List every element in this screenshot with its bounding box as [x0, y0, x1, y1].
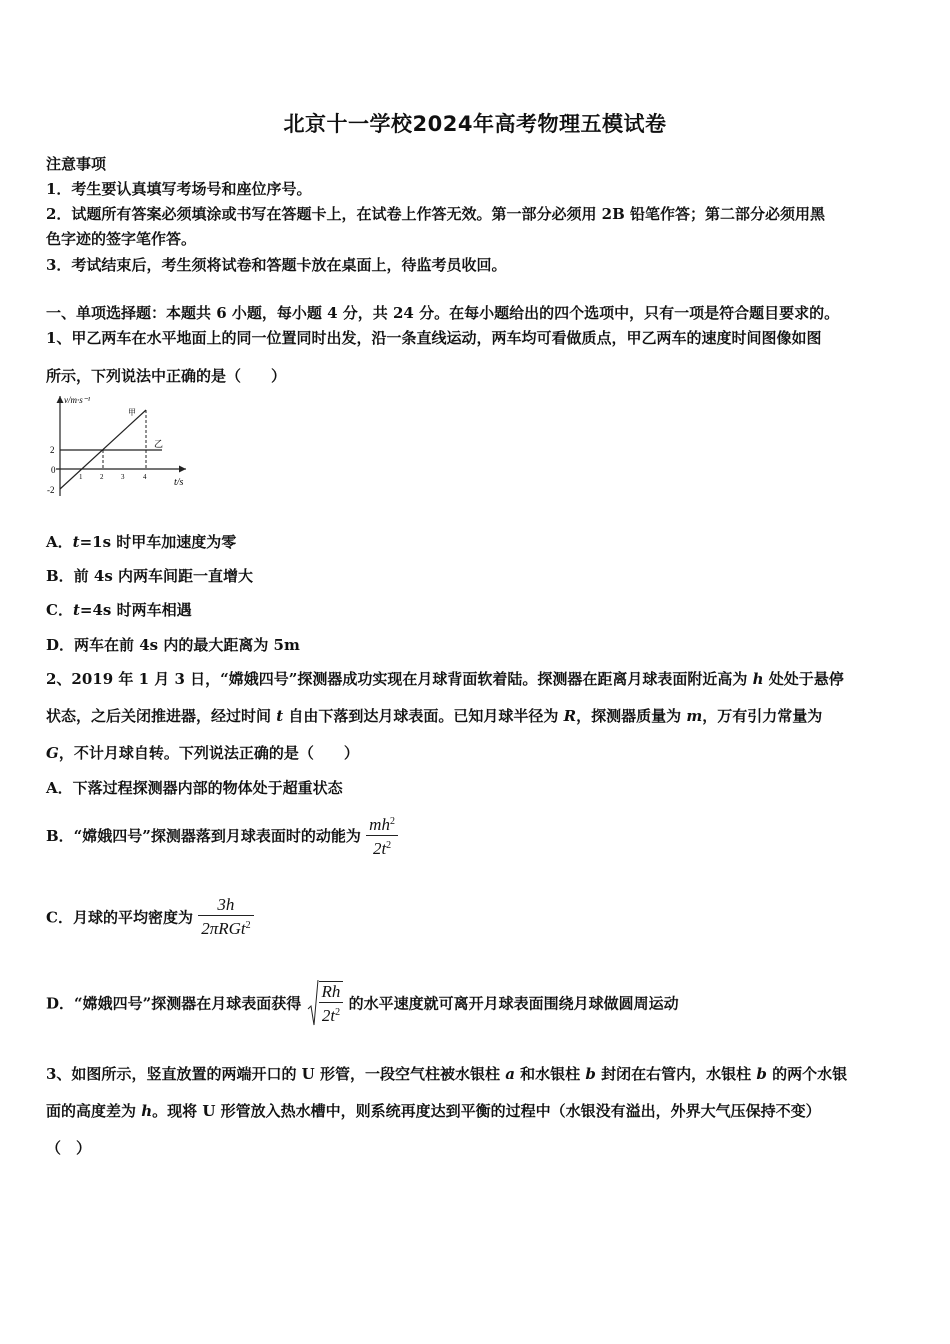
label-yi: 乙	[154, 439, 164, 449]
q2-stem-line2: 状态，之后关闭推进器，经过时间 t 自由下落到达月球表面。已知月球半径为 R，探测器质量为 m，万有引力常量为	[46, 707, 823, 725]
q1-option-c: C．t=4s 时两车相遇	[46, 601, 192, 619]
q2-option-a: A．下落过程探测器内部的物体处于超重状态	[46, 779, 343, 797]
x-axis-label: t/s	[174, 477, 184, 488]
notice-item-3: 3．考试结束后，考生须将试卷和答题卡放在桌面上，待监考员收回。	[46, 256, 507, 274]
q2-stem-line1: 2、2019 年 1 月 3 日，“嫦娥四号”探测器成功实现在月球背面软着陆。探测器在距离月球表面附近高为 h 处处于悬停	[46, 670, 844, 688]
q2-option-b: B．“嫦娥四号”探测器落到月球表面时的动能为 $\frac{mh^2}{2t^2}$	[46, 812, 398, 859]
page-title: 北京十一学校2024年高考物理五模试卷	[283, 112, 667, 136]
y-tick-0: 0	[51, 465, 56, 475]
y-tick-2: 2	[50, 445, 55, 455]
fraction-kinetic-energy: $\frac{mh^2}{2t^2}$	[366, 812, 398, 859]
fraction-density: $\frac{3h}{2\pi RGt^2}$	[198, 895, 253, 939]
notice-item-1: 1．考生要认真填写考场号和座位序号。	[46, 180, 312, 198]
q3-stem-line2: 面的高度差为 h。现将 U 形管放入热水槽中，则系统再度达到平衡的过程中（水银没有溢出，外界大气压保持不变）	[46, 1102, 821, 1120]
q1-option-a: A．t=1s 时甲车加速度为零	[46, 533, 237, 551]
q2-stem-line3: G，不计月球自转。下列说法正确的是（ ）	[46, 744, 359, 762]
y-axis-label: v/m·s⁻¹	[64, 395, 91, 405]
y-tick-neg2: -2	[47, 485, 55, 495]
section-1-heading: 一、单项选择题：本题共 6 小题，每小题 4 分，共 24 分。在每小题给出的四个选项中，只有一项是符合题目要求的。	[46, 304, 840, 322]
q3-stem-line3: （ ）	[46, 1139, 92, 1157]
q1-option-d: D．两车在前 4s 内的最大距离为 5m	[46, 636, 300, 654]
notice-item-2-line1: 2．试题所有答案必须填涂或书写在答题卡上，在试卷上作答无效。第一部分必须用 2B 铅笔作答；第二部分必须用黑	[46, 205, 826, 223]
q1-vt-graph	[44, 392, 204, 502]
sqrt-sign	[307, 979, 319, 1027]
x-tick-2: 2	[100, 473, 104, 481]
q1-stem-line2: 所示，下列说法中正确的是（ ）	[46, 367, 287, 385]
x-tick-3: 3	[121, 473, 125, 481]
x-tick-1: 1	[79, 473, 83, 481]
sqrt-velocity: $\frac{Rh}{2t^2}$	[307, 979, 344, 1027]
q2-option-d: D．“嫦娥四号”探测器在月球表面获得 $\frac{Rh}{2t^2}$ 的水平速度就可离开月球表面围绕月球做圆周运动	[46, 979, 679, 1027]
notice-item-2-line2: 色字迹的签字笔作答。	[46, 230, 197, 248]
q3-stem-line1: 3、如图所示，竖直放置的两端开口的 U 形管，一段空气柱被水银柱 a 和水银柱 b 封闭在右管内，水银柱 b 的两个水银	[46, 1065, 848, 1083]
x-tick-4: 4	[143, 473, 147, 481]
q1-stem-line1: 1、甲乙两车在水平地面上的同一位置同时出发，沿一条直线运动，两车均可看做质点，甲乙两车的速度时间图像如图	[46, 329, 822, 347]
notice-heading: 注意事项	[46, 155, 107, 173]
q1-option-b: B．前 4s 内两车间距一直增大	[46, 567, 254, 585]
label-jia: 甲	[128, 408, 136, 417]
q2-option-c: C．月球的平均密度为 $\frac{3h}{2\pi RGt^2}$	[46, 895, 254, 939]
